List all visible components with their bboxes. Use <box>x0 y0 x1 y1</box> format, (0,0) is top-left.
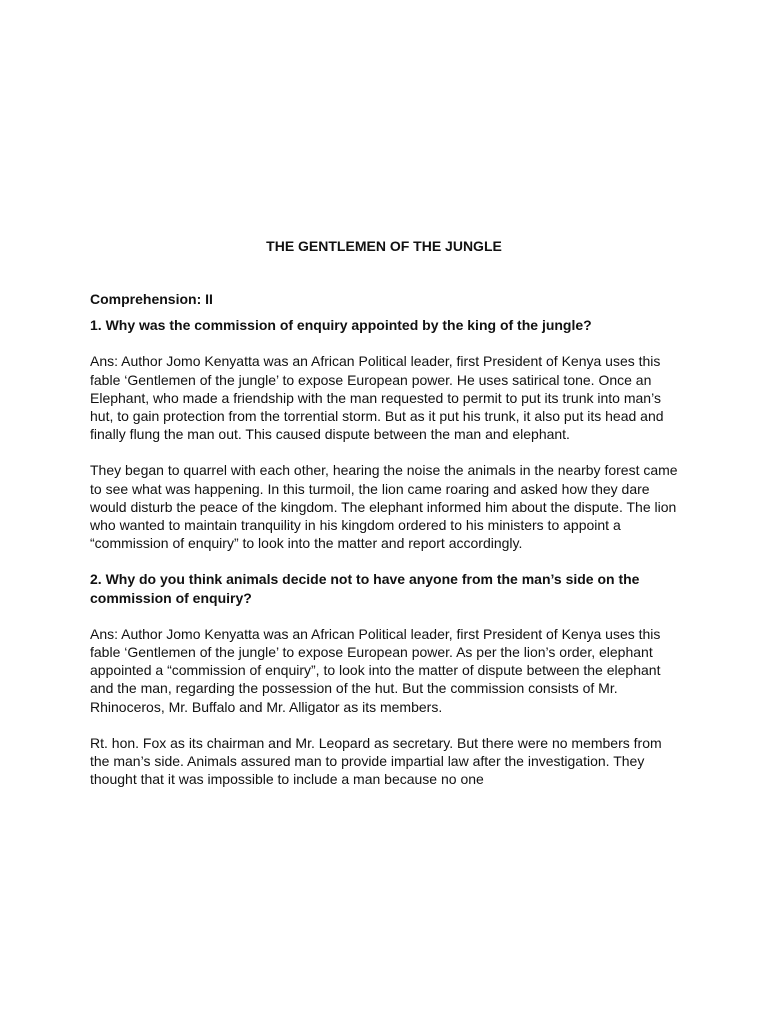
document-title: THE GENTLEMEN OF THE JUNGLE <box>266 238 502 254</box>
document-body <box>90 290 680 788</box>
answer-2-paragraph-1: Ans: Author Jomo Kenyatta was an African Political leader, first President of Kenya uses this fable ‘Gentlemen of the jungle’ to expose European power. As per the lion’s order, elephant appointed a “commission of enquiry”, to look into the matter of dispute between the elephant and the man, regarding the possession of the hut. But the commission consists of Mr. Rhinoceros, Mr. Buffalo and Mr. Alligator as its members. <box>90 625 661 715</box>
question-2: 2. Why do you think animals decide not to have anyone from the man’s side on the commission of enquiry? <box>90 571 640 606</box>
question-1: 1. Why was the commission of enquiry appointed by the king of the jungle? <box>90 317 592 334</box>
answer-1-paragraph-2: They began to quarrel with each other, hearing the noise the animals in the nearby forest came to see what was happening. In this turmoil, the lion came roaring and asked how they dare would disturb the peace of the kingdom. The elephant informed him about the dispute. The lion who wanted to maintain tranquility in his kingdom ordered to his ministers to appoint a “commission of enquiry” to look into the matter and report accordingly. <box>90 462 678 552</box>
answer-2-paragraph-2: Rt. hon. Fox as its chairman and Mr. Leopard as secretary. But there were no members from the man’s side. Animals assured man to provide impartial law after the investigation. They thought that it was impossible to include a man because no one <box>90 734 662 788</box>
section-heading: Comprehension: II <box>90 291 213 307</box>
answer-1-paragraph-1: Ans: Author Jomo Kenyatta was an African Political leader, first President of Kenya uses this fable ‘Gentlemen of the jungle’ to expose European power. He uses satirical tone. Once an Elephant, who made a friendship with the man requested to permit to put its trunk into man’s hut, to gain protection from the torrential storm. But as it put his trunk, it also put its head and finally flung the man out. This caused dispute between the man and elephant. <box>90 353 664 443</box>
